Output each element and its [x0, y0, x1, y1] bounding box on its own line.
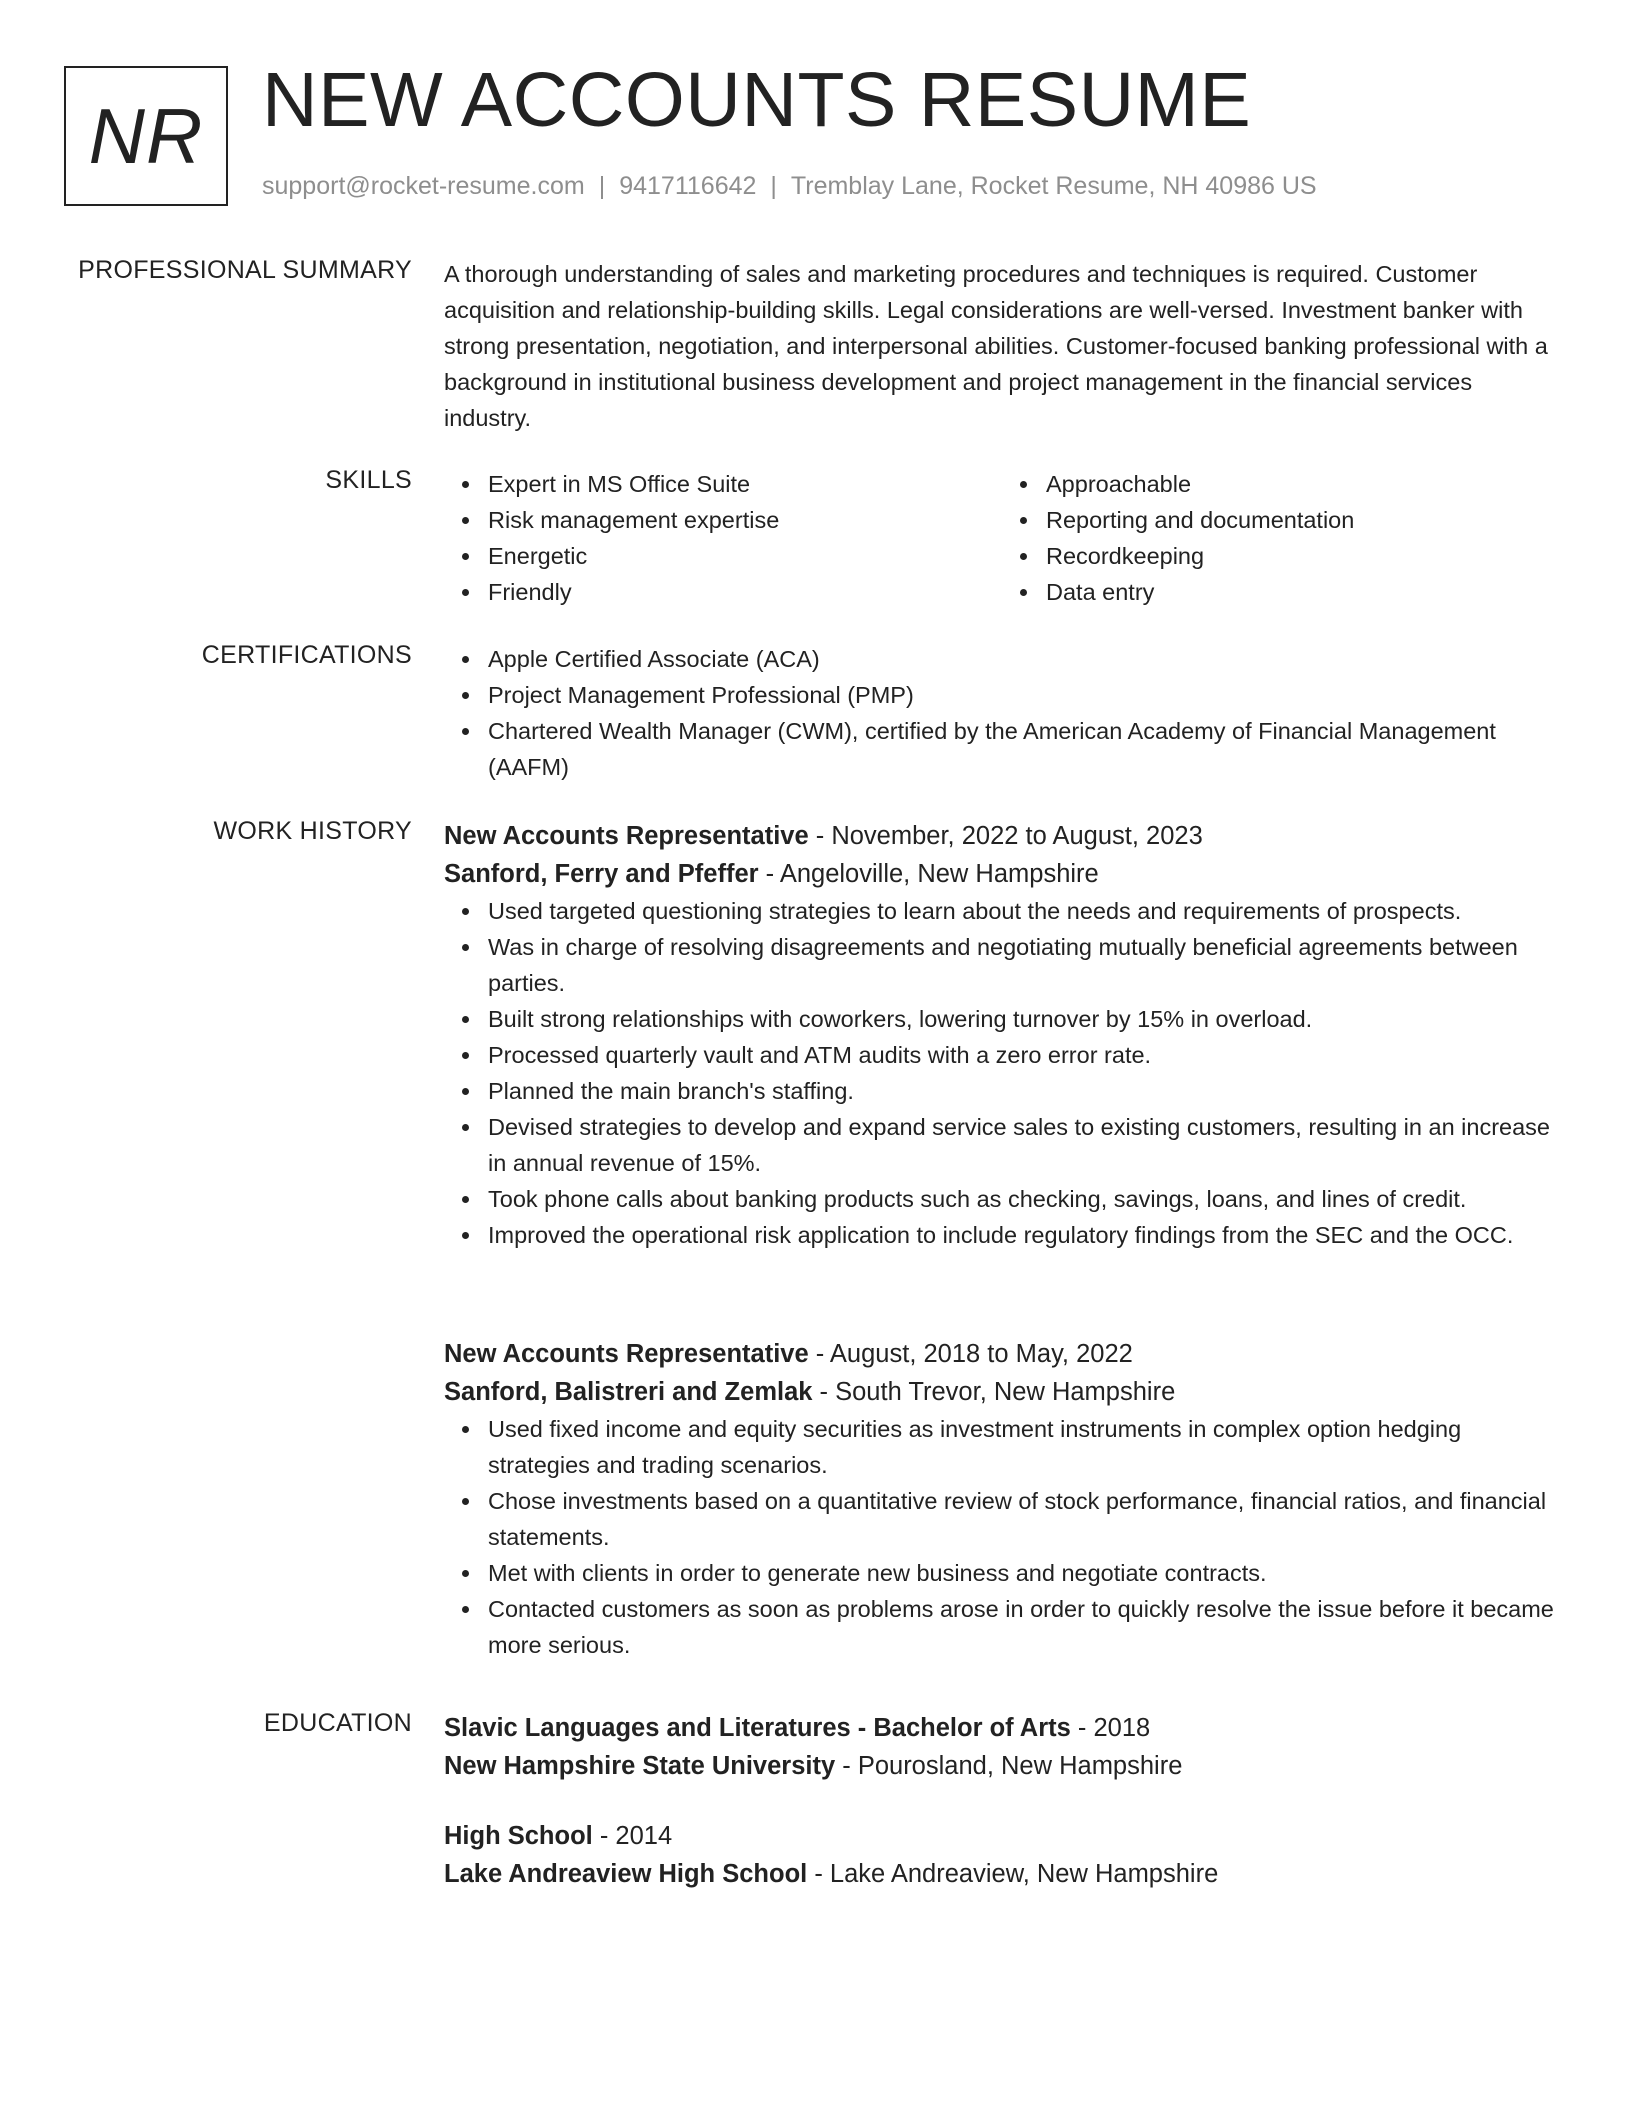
job-entry	[444, 817, 1560, 1253]
work-history-body	[444, 1335, 1560, 1663]
job-entry	[444, 1335, 1560, 1663]
job-bullet: Devised strategies to develop and expand service sales to existing customers, resulting in an increase in annual revenue of 15%.	[488, 1109, 1560, 1181]
education-degree-line	[444, 1709, 1560, 1747]
job-bullet: Improved the operational risk application to include regulatory findings from the SEC and the OCC.	[488, 1217, 1560, 1253]
job-bullets	[444, 893, 1560, 1253]
job-company-line	[444, 1373, 1560, 1411]
education-body	[444, 1817, 1560, 1893]
skill-item: Data entry	[1046, 574, 1560, 610]
section-heading: WORK HISTORY	[213, 817, 412, 845]
section-heading: CERTIFICATIONS	[201, 641, 412, 669]
skill-item: Friendly	[488, 574, 1002, 610]
skill-item: Reporting and documentation	[1046, 502, 1560, 538]
job-bullet: Was in charge of resolving disagreements and negotiating mutually beneficial agreements between parties.	[488, 929, 1560, 1001]
section-heading: EDUCATION	[263, 1709, 412, 1737]
job-bullet: Used targeted questioning strategies to learn about the needs and requirements of prospects.	[488, 893, 1560, 929]
certification-item: Apple Certified Associate (ACA)	[488, 641, 1560, 677]
contact-separator: |	[770, 172, 777, 200]
skill-item: Recordkeeping	[1046, 538, 1560, 574]
job-bullet: Planned the main branch's staffing.	[488, 1073, 1560, 1109]
education-body	[444, 1709, 1560, 1785]
job-company: Sanford, Balistreri and Zemlak	[444, 1378, 813, 1406]
job-bullet: Chose investments based on a quantitative review of stock performance, financial ratios, and financial statements.	[488, 1483, 1560, 1555]
monogram-initials: NR	[64, 66, 228, 206]
section-heading: PROFESSIONAL SUMMARY	[78, 256, 412, 284]
skills-grid	[444, 466, 1560, 610]
job-location: - Angeloville, New Hampshire	[758, 860, 1099, 888]
job-bullets	[444, 1411, 1560, 1663]
skill-item: Approachable	[1046, 466, 1560, 502]
job-company: Sanford, Ferry and Pfeffer	[444, 860, 759, 888]
job-bullet: Took phone calls about banking products such as checking, savings, loans, and lines of credit.	[488, 1181, 1560, 1217]
job-title: New Accounts Representative	[444, 822, 809, 850]
contact-address: Tremblay Lane, Rocket Resume, NH 40986 US	[790, 172, 1317, 200]
skill-item: Expert in MS Office Suite	[488, 466, 1002, 502]
education-school-line	[444, 1855, 1560, 1893]
education-school: Lake Andreaview High School	[444, 1860, 808, 1888]
skills-column	[444, 466, 1002, 610]
certification-item: Chartered Wealth Manager (CWM), certified by the American Academy of Financial Management (AAFM)	[488, 713, 1560, 785]
skill-item: Energetic	[488, 538, 1002, 574]
education-school-line	[444, 1747, 1560, 1785]
summary-text: A thorough understanding of sales and marketing procedures and techniques is required. Customer acquisition and relationship-building skills. Legal considerations are well-versed. Investment banker with strong presentation, negotiation, and interpersonal abilities. Customer-focused banking professional with a background in institutional business development and project management in the financial services industry.	[444, 261, 1548, 431]
job-dates: - August, 2018 to May, 2022	[808, 1340, 1133, 1368]
job-bullet: Processed quarterly vault and ATM audits with a zero error rate.	[488, 1037, 1560, 1073]
contact-phone[interactable]: 9417116642	[619, 172, 757, 200]
education-degree: Slavic Languages and Literatures - Bachelor of Arts	[444, 1714, 1071, 1742]
job-bullet: Used fixed income and equity securities as investment instruments in complex option hedging strategies and trading scenarios.	[488, 1411, 1560, 1483]
job-title: New Accounts Representative	[444, 1340, 809, 1368]
education-degree-line	[444, 1817, 1560, 1855]
job-bullet: Met with clients in order to generate new business and negotiate contracts.	[488, 1555, 1560, 1591]
certifications-body	[444, 641, 1560, 785]
certifications-list	[444, 641, 1560, 785]
skills-column	[1002, 466, 1560, 610]
job-dates: - November, 2022 to August, 2023	[808, 822, 1203, 850]
education-year: - 2014	[592, 1822, 673, 1850]
job-company-line	[444, 855, 1560, 893]
certification-item: Project Management Professional (PMP)	[488, 677, 1560, 713]
summary-body	[444, 256, 1560, 436]
job-bullet: Built strong relationships with coworkers, lowering turnover by 15% in overload.	[488, 1001, 1560, 1037]
education-school: New Hampshire State University	[444, 1752, 836, 1780]
contact-separator: |	[598, 172, 606, 200]
contact-email[interactable]: support@rocket-resume.com	[262, 172, 585, 200]
education-entry	[444, 1709, 1560, 1785]
education-location: - Pourosland, New Hampshire	[835, 1752, 1183, 1780]
education-year: - 2018	[1070, 1714, 1151, 1742]
job-bullet: Contacted customers as soon as problems arose in order to quickly resolve the issue before it became more serious.	[488, 1591, 1560, 1663]
work-history-body	[444, 817, 1560, 1253]
education-degree: High School	[444, 1822, 593, 1850]
skills-body	[444, 466, 1560, 610]
education-entry	[444, 1817, 1560, 1893]
skill-item: Risk management expertise	[488, 502, 1002, 538]
job-title-line	[444, 817, 1560, 855]
education-location: - Lake Andreaview, New Hampshire	[807, 1860, 1219, 1888]
contact-line	[262, 172, 1317, 201]
job-title-line	[444, 1335, 1560, 1373]
resume-title: NEW ACCOUNTS RESUME	[262, 57, 1252, 143]
job-location: - South Trevor, New Hampshire	[812, 1378, 1176, 1406]
section-heading: SKILLS	[325, 466, 412, 494]
